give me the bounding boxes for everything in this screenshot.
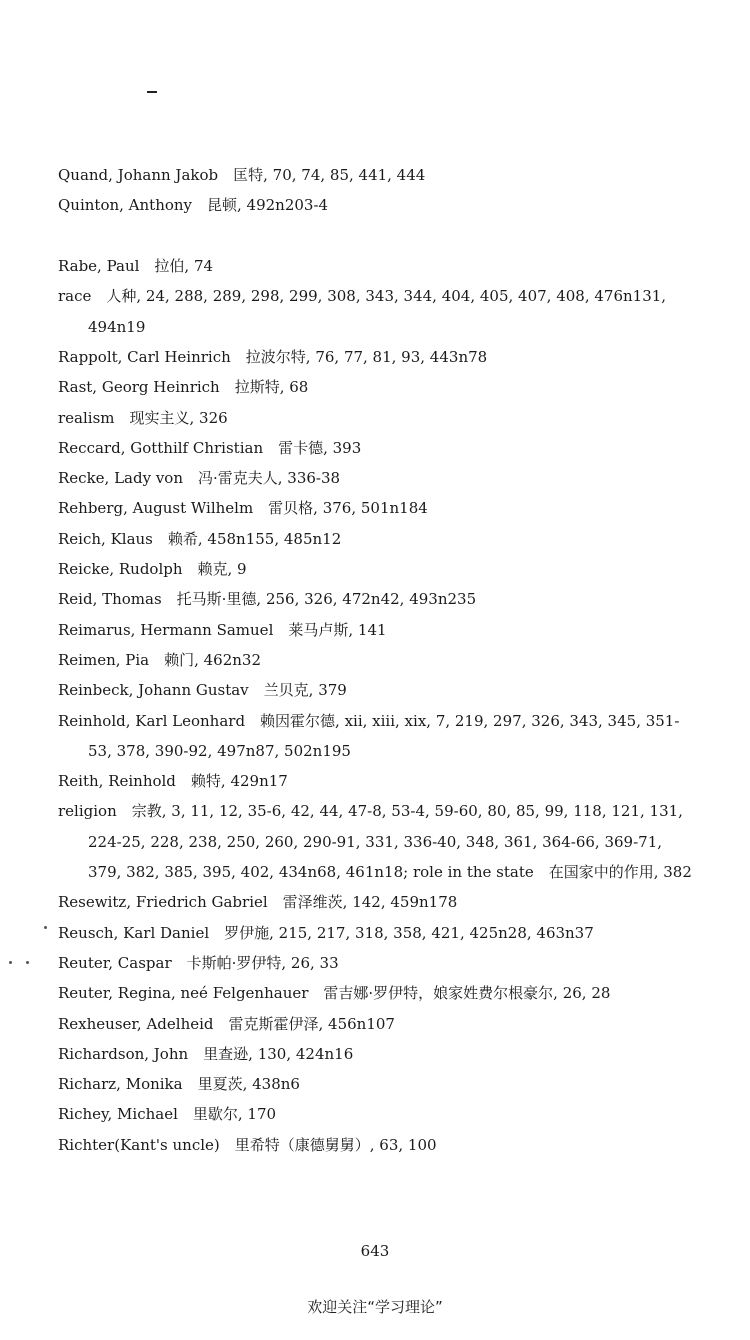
index-entry: Rabe, Paul 拉伯, 74 xyxy=(58,257,214,276)
index-entry: Rehberg, August Wilhelm 雷贝格, 376, 501n184 xyxy=(58,499,428,518)
page-number: 643 xyxy=(360,1242,390,1260)
index-entry: Rexheuser, Adelheid 雷克斯霍伊泽, 456n107 xyxy=(58,1014,395,1033)
index-entry: Reinbeck, Johann Gustav 兰贝克, 379 xyxy=(58,681,347,700)
index-entry: Reusch, Karl Daniel 罗伊施, 215, 217, 318, 358, 421, 425n28, 463n37 xyxy=(58,923,594,942)
index-entries xyxy=(58,160,698,1160)
index-entry: race 人种, 24, 288, 289, 298, 299, 308, 343, 344, 404, 405, 407, 408, 476n131, 494n19 xyxy=(58,287,667,336)
index-entry: Reith, Reinhold 赖特, 429n17 xyxy=(58,772,288,791)
scan-speck xyxy=(44,926,47,929)
index-entry: Reuter, Caspar 卡斯帕·罗伊特, 26, 33 xyxy=(58,953,339,972)
index-entry: Resewitz, Friedrich Gabriel 雷泽维茨, 142, 459n178 xyxy=(58,893,458,912)
scan-mark xyxy=(147,91,157,93)
index-entry: religion 宗教, 3, 11, 12, 35-6, 42, 44, 47-8, 53-4, 59-60, 80, 85, 99, 118, 121, 131, 224-25, 228, 238, 250, 260, 290-91, 331, 336-40, 348, 361, 364-66, 369-71, 379, 382, 385, 395, 402, 434n68, 461n18; role in the state 在国家中的作用, 382 xyxy=(58,802,692,882)
index-entry: Richey, Michael 里歇尔, 170 xyxy=(58,1105,277,1124)
index-entry: realism 现实主义, 326 xyxy=(58,408,228,427)
index-entry: Reimen, Pia 赖门, 462n32 xyxy=(58,650,262,669)
index-entry: Richardson, John 里查逊, 130, 424n16 xyxy=(58,1044,354,1063)
index-entry: Reicke, Rudolph 赖克, 9 xyxy=(58,560,247,579)
index-entry: Reid, Thomas 托马斯·里德, 256, 326, 472n42, 493n235 xyxy=(58,590,477,609)
index-entry: Rappolt, Carl Heinrich 拉波尔特, 76, 77, 81, 93, 443n78 xyxy=(58,347,488,366)
index-entry: Reimarus, Hermann Samuel 莱马卢斯, 141 xyxy=(58,620,387,639)
index-entry: Quinton, Anthony 昆顿, 492n203-4 xyxy=(58,196,329,215)
index-entry: Reinhold, Karl Leonhard 赖因霍尔德, xii, xiii, xix, 7, 219, 297, 326, 343, 345, 351-53, 378, 390-92, 497n87, 502n195 xyxy=(58,711,680,760)
index-entry: Reuter, Regina, neé Felgenhauer 雷吉娜·罗伊特，娘家姓费尔根豪尔, 26, 28 xyxy=(58,984,611,1003)
footer-note: 欢迎关注“学习理论” xyxy=(307,1298,443,1316)
index-entry: Recke, Lady von 冯·雷克夫人, 336-38 xyxy=(58,469,341,488)
index-entry: Rast, Georg Heinrich 拉斯特, 68 xyxy=(58,378,309,397)
index-entry: Richter(Kant's uncle) 里希特（康德舅舅）, 63, 100 xyxy=(58,1135,437,1154)
letter-gap xyxy=(58,221,698,252)
index-entry: Richarz, Monika 里夏茨, 438n6 xyxy=(58,1075,300,1094)
scan-speck xyxy=(26,961,29,964)
index-entry: Reich, Klaus 赖希, 458n155, 485n12 xyxy=(58,529,342,548)
scan-speck xyxy=(9,961,12,964)
index-entry: Reccard, Gotthilf Christian 雷卡德, 393 xyxy=(58,438,362,457)
index-entry: Quand, Johann Jakob 匡特, 70, 74, 85, 441, 444 xyxy=(58,166,426,184)
